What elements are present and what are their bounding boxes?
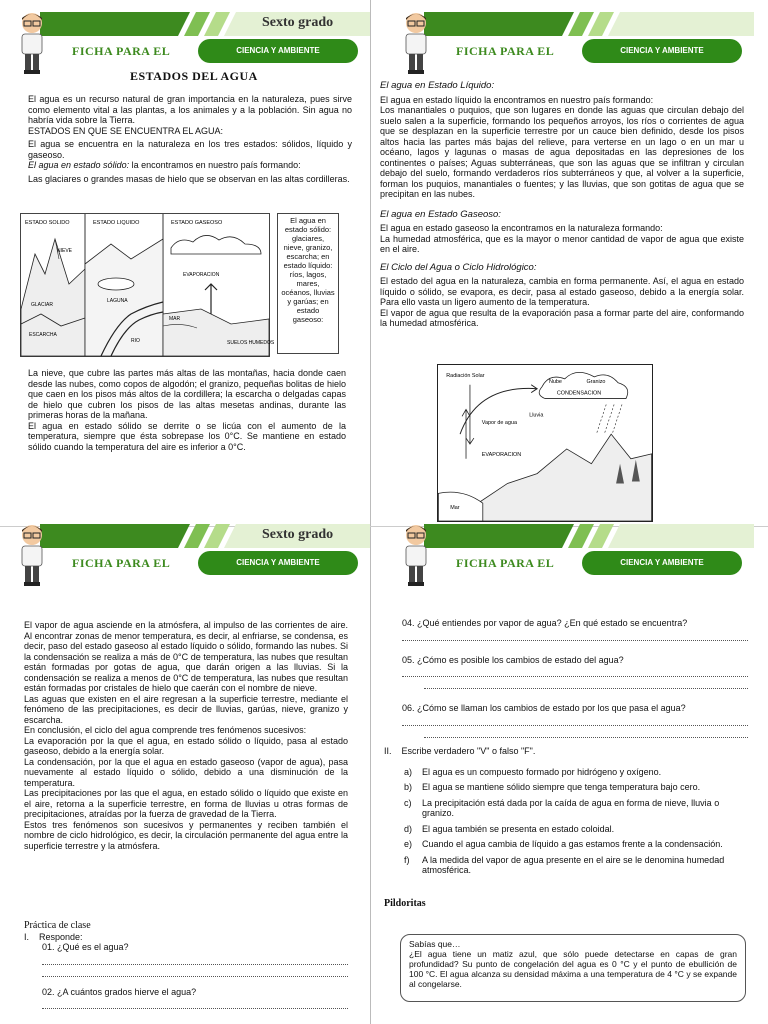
ciclo-summary-paragraph: Estos tres fenómenos son sucesivos y permanentes y reciben también el nombre de ciclo hidrológico, es decir, la circulación permanente del agua entre la superficie terrestre y la atmósfera. (24, 819, 348, 851)
diagram-label-gaseoso: ESTADO GASEOSO (171, 220, 223, 226)
derrite-paragraph: El agua en estado sólido se derrite o se licúa con el aumento de la temperatura, siempre que ésta sobrepase los 0°C. Se mantiene en estado sólido cuando la temperatura del aire es inferior a 0°C. (28, 420, 346, 452)
ciclo-heading: El Ciclo del Agua o Ciclo Hidrológico: (380, 261, 537, 273)
header-band (424, 524, 754, 548)
evaporacion-paragraph: La evaporación por la que el agua, en estado sólido o líquido, pasa al estado gaseoso, debido a la energía solar. (24, 735, 348, 756)
subject-pill: CIENCIA Y AMBIENTE (582, 39, 742, 63)
solido-label: El agua en estado sólido: (28, 160, 130, 170)
estados-heading: ESTADOS EN QUE SE ENCUENTRA EL AGUA: (28, 125, 224, 136)
estados-paragraph: El agua se encuentra en la naturaleza en los tres estados: sólidos, líquido y gaseoso. (28, 139, 352, 160)
cycle-label-granizo: Granizo (586, 378, 606, 385)
diagram-label-escarcha: ESCARCHA (29, 332, 57, 338)
diagram-label-glaciar: GLACIAR (31, 302, 53, 308)
vapor-paragraph: El vapor de agua que resulta de la evaporación pasa a formar parte del aire, conformando la humedad atmosférica. (380, 307, 744, 328)
ficha-label: FICHA PARA EL (72, 556, 171, 570)
student-mascot-icon (14, 522, 50, 588)
answer-line[interactable] (42, 955, 348, 965)
water-cycle-drawing (438, 365, 652, 521)
solido-text: la encontramos en nuestro país formando: (129, 160, 301, 170)
page-1 (0, 0, 384, 512)
grade-label: Sexto grado (262, 527, 334, 542)
precipitaciones-paragraph: Las aguas que existen en el aire regresan a la superficie terrestre, mediante el fenómeno de las precipitaciones, es decir de lluvias, garúas, nieve, granizo y escarcha. (24, 693, 348, 725)
ficha-label: FICHA PARA EL (456, 44, 555, 58)
liquido-paragraph: Los manantiales o puquios, que son lugares en donde las aguas que circulan debajo del suelo salen a la superficie, formando los pequeños arroyos, los ríos o corrientes de agua que se desplazan en la superficie terrestre por un cauce bien definido, desde los pisos altos hacia las partes más bajas del relieve, para verterse en un lago o en un mar u océano, lagos y lagunas o masas de agua depositadas en las depresiones de los continentes o países; Aguas subterráneas, que son las aguas que se infiltran y circulan debajo del suelo, formando verdaderos ríos subterráneos y que, al volver a la superficie, forman los puquios, manantiales o fuentes; y las lluvias, que son gotitas de agua que se precipitan en las nubes. (380, 105, 744, 199)
true-false-item[interactable]: a) El agua es un compuesto formado por hidrógeno y oxígeno. (404, 766, 662, 777)
condensacion-def-paragraph: La condensación, por la que el agua en estado gaseoso (vapor de agua), pasa nuevamente al estado líquido o sólido, debido a una disminución de la temperatura. (24, 756, 348, 788)
ciclo-paragraph: El estado del agua en la naturaleza, cambia en forma permanente. Así, el agua en estado líquido o sólido, se evapora, es decir, pasa al estado gaseoso, debido a la energía solar. Para ello vasta un ligero aumento de la temperatura. (380, 276, 744, 307)
header-band (424, 12, 754, 36)
practice-heading: Práctica de clase (24, 920, 91, 931)
states-summary-box: El agua en estado sólido: glaciares, nieve, granizo, escarcha; en estado líquido: ríos, lagos, mares, océanos, lluvias y garúas; en estado gaseoso: (277, 213, 339, 354)
true-false-item[interactable]: c) La precipitación está dada por la caída de agua en forma de nieve, lluvia o granizo. (404, 797, 720, 818)
page-2 (380, 0, 768, 512)
grade-label: Sexto grado (262, 15, 334, 30)
liquido-intro: El agua en estado líquido la encontramos en nuestro país formando: (380, 94, 654, 105)
page-title: ESTADOS DEL AGUA (130, 69, 258, 83)
true-false-item[interactable]: d) El agua también se presenta en estado coloidal. (404, 823, 615, 834)
answer-line[interactable] (424, 728, 748, 738)
diagram-label-laguna: LAGUNA (107, 298, 128, 304)
question-6: 06. ¿Cómo se llaman los cambios de estado por los que pasa el agua? (402, 703, 686, 713)
question-2: 02. ¿A cuántos grados hierve el agua? (42, 986, 197, 997)
ficha-label: FICHA PARA EL (456, 556, 555, 570)
cycle-label-mar: Mar (450, 505, 460, 512)
diagram-label-rio: RIO (131, 338, 140, 344)
gaseoso-paragraph: La humedad atmosférica, que es la mayor o menor cantidad de vapor de agua que existe en el aire. (380, 233, 744, 254)
cycle-label-vapor: Vapor de agua (481, 420, 517, 427)
states-drawing (21, 214, 275, 356)
diagram-label-mar: MAR (169, 316, 181, 322)
gaseoso-heading: El agua en Estado Gaseoso: (380, 208, 501, 220)
questions-block (402, 618, 748, 738)
subject-pill: CIENCIA Y AMBIENTE (582, 551, 742, 575)
diagram-label-solido: ESTADO SOLIDO (25, 220, 70, 226)
cycle-label-lluvia: Lluvia (529, 412, 544, 419)
true-false-item[interactable]: b) El agua se mantiene sólido siempre que tenga temperatura bajo cero. (404, 782, 701, 792)
condensacion-paragraph: El vapor de agua asciende en la atmósfera, al impulso de las corrientes de aire. Al encontrar zonas de menor temperatura, es decir, al enfriarse, se condensa, es decir, paso del estado gaseoso al estado líquido o sólido, formando las nubes. Si la condensación se realiza a más de 0°C de temperatura, las nubes que resultan están formadas por gotas de agua, que darán origen a las lluvias. Si la condensación se realiza a menos de 0°C de temperatura, las nubes que resultan están formadas por cristales de hielo que caerán con el nombre de nieve. (24, 620, 348, 693)
student-mascot-icon (398, 10, 434, 76)
sabias-title: Sabías que… (409, 939, 461, 949)
question-4: 04. ¿Qué entiendes por vapor de agua? ¿En qué estado se encuentra? (402, 618, 688, 628)
page-header (384, 520, 768, 590)
page-header (0, 520, 384, 590)
answer-line[interactable] (402, 631, 748, 641)
page3-text-block (24, 620, 348, 854)
answer-line[interactable] (42, 967, 348, 977)
water-cycle-illustration (437, 364, 653, 522)
section-number: I. (24, 931, 30, 942)
question-5: 05. ¿Cómo es posible los cambios de estado del agua? (402, 654, 624, 665)
diagram-label-nieve: NIEVE (57, 248, 73, 254)
true-false-heading: Escribe verdadero "V" o falso "F". (401, 746, 536, 756)
diagram-label-liquido: ESTADO LIQUIDO (93, 220, 140, 226)
true-false-list (384, 767, 748, 876)
liquido-heading: El agua en Estado Líquido: (380, 80, 495, 91)
page-3 (0, 512, 384, 1024)
cycle-label-nube: Nube (548, 378, 562, 385)
true-false-section (384, 746, 748, 881)
subject-pill: CIENCIA Y AMBIENTE (198, 39, 358, 63)
practice-section (24, 921, 348, 1009)
conclusion-paragraph: En conclusión, el ciclo del agua comprende tres fenómenos sucesivos: (24, 725, 307, 735)
cycle-label-radiacion: Radiación Solar (446, 372, 485, 379)
sabias-que-box (400, 934, 746, 1002)
diagram-label-evaporacion: EVAPORACION (183, 272, 220, 278)
states-illustration (20, 213, 275, 357)
cycle-label-condensacion: CONDENSACION (556, 390, 602, 397)
student-mascot-icon (398, 522, 434, 588)
intro-paragraph: El agua es un recurso natural de gran importancia en la naturaleza, pues sirve como elemento vital a las plantas, a los animales y a la población. Sin agua no habría vida sobre la Tierra. (28, 94, 352, 125)
diagram-label-suelos: SUELOS HUMEDOS (227, 340, 275, 346)
pildoritas-heading: Pildoritas (384, 898, 426, 909)
precipitaciones-def-paragraph: Las precipitaciones por las que el agua, en estado sólido o líquido que existe en el aire, retorna a la superficie terrestre, en forma de lluvias u otras formas de precipitaciones, atraídas por la fuerza de gravedad de la Tierra. (24, 788, 348, 819)
answer-line[interactable] (402, 667, 748, 677)
cycle-label-evaporacion: EVAPORACION (481, 451, 522, 458)
true-false-item[interactable]: e) Cuando el agua cambia de líquido a gas estamos frente a la condensación. (404, 839, 723, 849)
page-4 (384, 512, 768, 1024)
question-1: 01. ¿Qué es el agua? (42, 942, 129, 952)
subject-pill: CIENCIA Y AMBIENTE (198, 551, 358, 575)
true-false-item[interactable]: f) A la medida del vapor de agua presente en el aire se le denomina humedad atmosférica. (404, 854, 725, 875)
solid-detail-text (28, 368, 346, 455)
responde-label: Responde: (39, 931, 83, 942)
gaseoso-intro: El agua en estado gaseoso la encontramos en la naturaleza formando: (380, 223, 663, 233)
section-number: II. (384, 746, 392, 756)
sabias-text: ¿El agua tiene un matiz azul, que sólo puede detectarse en capas de gran profundidad? Su punto de congelación del agua es 0 °C y el punto de ebullición de 100 °C. El agua alcanza su densidad máxima a una temperatura de 4 °C y se expande al congelarse. (409, 949, 737, 989)
ficha-label: FICHA PARA EL (72, 44, 171, 58)
page2-text-block (380, 76, 744, 328)
answer-line[interactable] (402, 716, 748, 726)
page-header (384, 8, 768, 78)
nieve-paragraph: La nieve, que cubre las partes más altas de las montañas, hacia donde caen desde las nubes, como copos de algodón; el granizo, pequeñas bolitas de hielo que caen en los pisos más altos de la cordillera; la escarcha o delgadas capas de hielo que cubren los pisos de las altas mesetas andinas, durante las primeras horas de la mañana. (28, 368, 346, 420)
glaciares-paragraph: Las glaciares o grandes masas de hielo que se observan en las altas cordilleras. (28, 173, 350, 184)
student-mascot-icon (14, 10, 50, 76)
answer-line[interactable] (424, 679, 748, 689)
page-header (0, 8, 384, 78)
intro-text-block (28, 94, 352, 187)
answer-line[interactable] (42, 999, 348, 1009)
